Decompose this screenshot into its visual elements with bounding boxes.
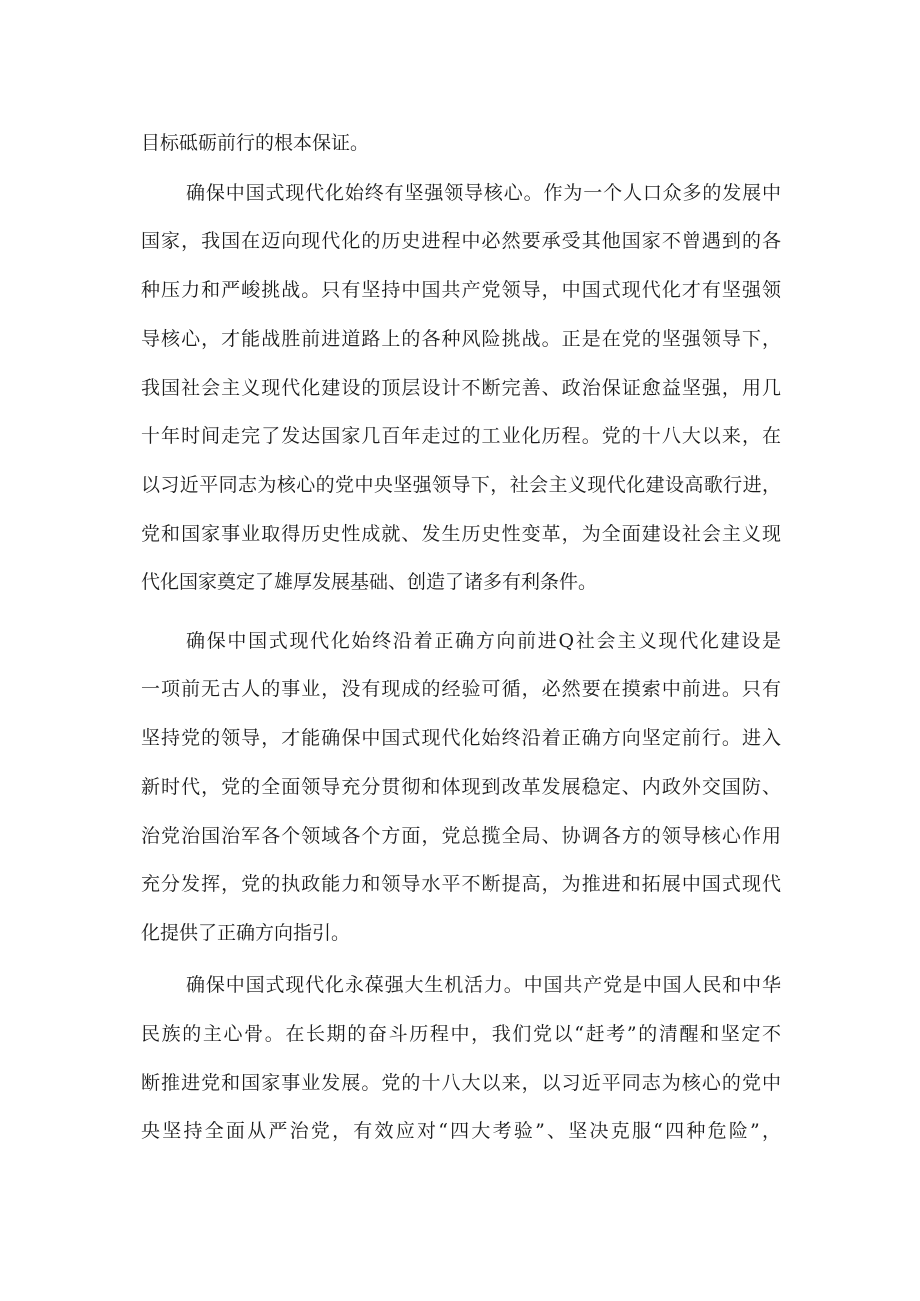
paragraph-3-line-5: 治党治国治军各个领域各个方面，党总揽全局、协调各方的领导核心作用 xyxy=(141,825,781,847)
paragraph-2-line-4: 导核心，才能战胜前进道路上的各种风险挑战。正是在党的坚强领导下， xyxy=(141,328,781,350)
paragraph-2-line-5: 我国社会主义现代化建设的顶层设计不断完善、政治保证愈益坚强，用几 xyxy=(141,377,781,399)
paragraph-3-line-2: 一项前无古人的事业，没有现成的经验可循，必然要在摸索中前进。只有 xyxy=(141,678,781,700)
paragraph-2-line-2: 国家，我国在迈向现代化的历史进程中必然要承受其他国家不曾遇到的各 xyxy=(141,230,781,252)
paragraph-4-line-4: 央坚持全面从严治党，有效应对“四大考验”、坚决克服“四种危险”， xyxy=(141,1120,781,1142)
paragraph-4-line-2: 民族的主心骨。在长期的奋斗历程中，我们党以“赶考”的清醒和坚定不 xyxy=(141,1023,781,1045)
paragraph-2-line-3: 种压力和严峻挑战。只有坚持中国共产党领导，中国式现代化才有坚强领 xyxy=(141,279,781,301)
paragraph-4-line-3: 断推进党和国家事业发展。党的十八大以来，以习近平同志为核心的党中 xyxy=(141,1072,781,1094)
paragraph-3-line-7: 化提供了正确方向指引。 xyxy=(141,922,351,944)
paragraph-2-line-1: 确保中国式现代化始终有坚强领导核心。作为一个人口众多的发展中 xyxy=(186,182,781,204)
paragraph-2-line-8: 党和国家事业取得历史性成就、发生历史性变革，为全面建设社会主义现 xyxy=(141,523,781,545)
paragraph-2-line-9: 代化国家奠定了雄厚发展基础、创造了诸多有利条件。 xyxy=(141,571,598,593)
paragraph-2-line-6: 十年时间走完了发达国家几百年走过的工业化历程。党的十八大以来，在 xyxy=(141,425,781,447)
paragraph-3-line-6: 充分发挥，党的执政能力和领导水平不断提高，为推进和拓展中国式现代 xyxy=(141,873,781,895)
paragraph-1-line-1: 目标砥砺前行的根本保证。 xyxy=(141,132,370,154)
paragraph-3-line-4: 新时代，党的全面领导充分贯彻和体现到改革发展稳定、内政外交国防、 xyxy=(141,776,781,798)
paragraph-2-line-7: 以习近平同志为核心的党中央坚强领导下，社会主义现代化建设高歌行进， xyxy=(141,474,781,496)
paragraph-3-line-1: 确保中国式现代化始终沿着正确方向前进Q社会主义现代化建设是 xyxy=(186,630,781,652)
paragraph-4-line-1: 确保中国式现代化永葆强大生机活力。中国共产党是中国人民和中华 xyxy=(186,974,781,996)
paragraph-3-line-3: 坚持党的领导，才能确保中国式现代化始终沿着正确方向坚定前行。进入 xyxy=(141,727,781,749)
